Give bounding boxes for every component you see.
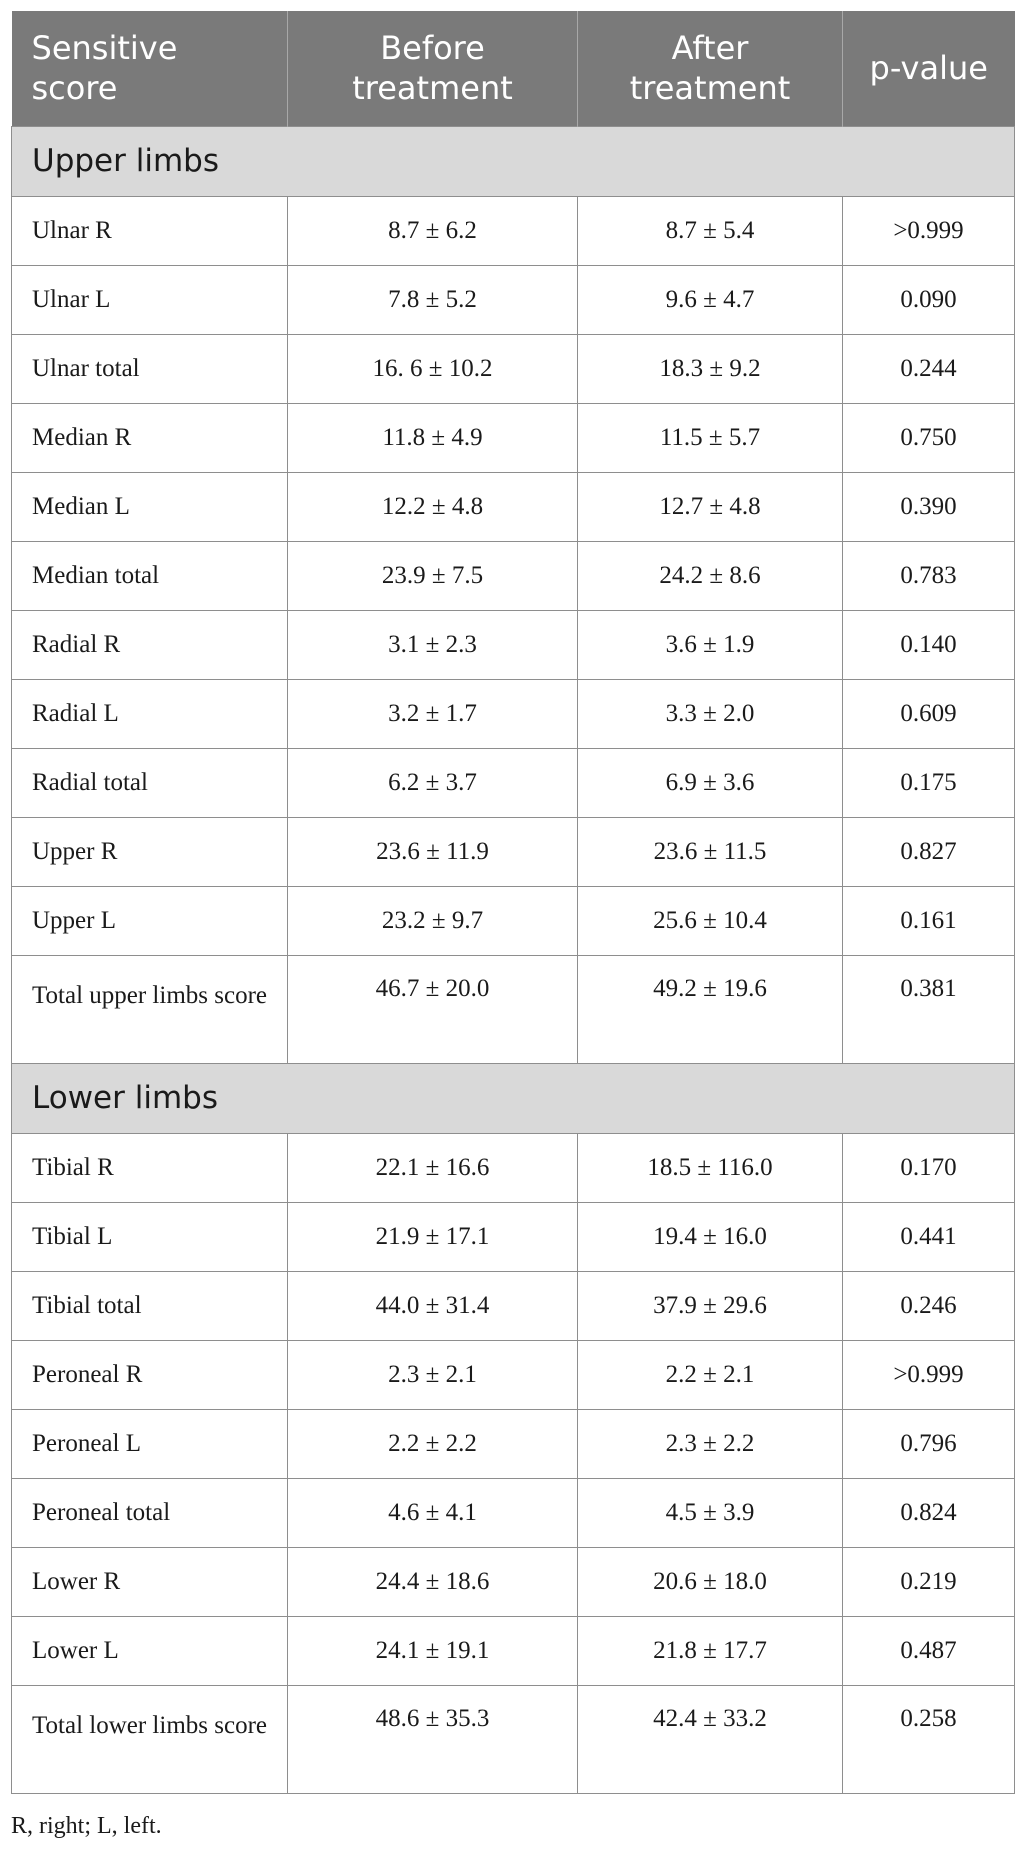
table-row [12, 1685, 1015, 1793]
before-value: 23.6 ± 11.9 [288, 817, 578, 886]
before-value: 24.4 ± 18.6 [288, 1547, 578, 1616]
after-value: 18.3 ± 9.2 [578, 334, 843, 403]
p-value: 0.441 [843, 1202, 1015, 1271]
row-label: Ulnar total [12, 334, 288, 403]
after-value: 37.9 ± 29.6 [578, 1271, 843, 1340]
p-value: 0.609 [843, 679, 1015, 748]
row-label: Lower L [12, 1616, 288, 1685]
p-value: 0.783 [843, 541, 1015, 610]
table-header [12, 11, 1015, 126]
after-value: 9.6 ± 4.7 [578, 265, 843, 334]
before-value: 24.1 ± 19.1 [288, 1616, 578, 1685]
table-row [12, 1547, 1015, 1616]
after-value: 24.2 ± 8.6 [578, 541, 843, 610]
before-value: 8.7 ± 6.2 [288, 196, 578, 265]
after-value: 6.9 ± 3.6 [578, 748, 843, 817]
p-value: 0.824 [843, 1478, 1015, 1547]
before-value: 6.2 ± 3.7 [288, 748, 578, 817]
table-row [12, 817, 1015, 886]
row-label: Tibial L [12, 1202, 288, 1271]
p-value: >0.999 [843, 196, 1015, 265]
before-value: 22.1 ± 16.6 [288, 1133, 578, 1202]
table-row [12, 886, 1015, 955]
header-before-treatment: Before treatment [288, 11, 578, 126]
table-row [12, 196, 1015, 265]
after-value: 23.6 ± 11.5 [578, 817, 843, 886]
table-row [12, 403, 1015, 472]
p-value: 0.827 [843, 817, 1015, 886]
after-value: 42.4 ± 33.2 [578, 1685, 843, 1793]
p-value: 0.161 [843, 886, 1015, 955]
row-label: Peroneal L [12, 1409, 288, 1478]
before-value: 44.0 ± 31.4 [288, 1271, 578, 1340]
row-label: Median total [12, 541, 288, 610]
p-value: 0.390 [843, 472, 1015, 541]
row-label: Upper R [12, 817, 288, 886]
after-value: 49.2 ± 19.6 [578, 955, 843, 1063]
before-value: 3.1 ± 2.3 [288, 610, 578, 679]
before-value: 12.2 ± 4.8 [288, 472, 578, 541]
table-row [12, 955, 1015, 1063]
before-value: 3.2 ± 1.7 [288, 679, 578, 748]
after-value: 11.5 ± 5.7 [578, 403, 843, 472]
table-body [12, 126, 1015, 1793]
p-value: 0.244 [843, 334, 1015, 403]
table-row [12, 472, 1015, 541]
p-value: 0.175 [843, 748, 1015, 817]
after-value: 25.6 ± 10.4 [578, 886, 843, 955]
row-label: Upper L [12, 886, 288, 955]
p-value: 0.487 [843, 1616, 1015, 1685]
table-row [12, 265, 1015, 334]
p-value: 0.090 [843, 265, 1015, 334]
table-row [12, 1409, 1015, 1478]
table-row [12, 1271, 1015, 1340]
before-value: 11.8 ± 4.9 [288, 403, 578, 472]
header-p-value: p-value [843, 11, 1015, 126]
results-table-container [11, 11, 1014, 1794]
p-value: 0.246 [843, 1271, 1015, 1340]
before-value: 23.2 ± 9.7 [288, 886, 578, 955]
p-value: 0.140 [843, 610, 1015, 679]
table-row [12, 610, 1015, 679]
after-value: 3.3 ± 2.0 [578, 679, 843, 748]
row-label: Total upper limbs score [12, 955, 288, 1063]
after-value: 19.4 ± 16.0 [578, 1202, 843, 1271]
p-value: 0.381 [843, 955, 1015, 1063]
row-label: Radial total [12, 748, 288, 817]
table-footnote: R, right; L, left. [11, 1813, 162, 1839]
row-label: Median L [12, 472, 288, 541]
before-value: 2.2 ± 2.2 [288, 1409, 578, 1478]
table-row [12, 1340, 1015, 1409]
row-label: Ulnar L [12, 265, 288, 334]
section-title: Upper limbs [12, 126, 1015, 196]
before-value: 23.9 ± 7.5 [288, 541, 578, 610]
row-label: Radial L [12, 679, 288, 748]
table-row [12, 1133, 1015, 1202]
p-value: 0.750 [843, 403, 1015, 472]
p-value: 0.258 [843, 1685, 1015, 1793]
after-value: 12.7 ± 4.8 [578, 472, 843, 541]
row-label: Tibial R [12, 1133, 288, 1202]
row-label: Ulnar R [12, 196, 288, 265]
after-value: 4.5 ± 3.9 [578, 1478, 843, 1547]
p-value: 0.219 [843, 1547, 1015, 1616]
after-value: 21.8 ± 17.7 [578, 1616, 843, 1685]
header-after-treatment: After treatment [578, 11, 843, 126]
table-row [12, 334, 1015, 403]
row-label: Radial R [12, 610, 288, 679]
section-header-row [12, 126, 1015, 196]
table-row [12, 1202, 1015, 1271]
after-value: 3.6 ± 1.9 [578, 610, 843, 679]
before-value: 4.6 ± 4.1 [288, 1478, 578, 1547]
before-value: 48.6 ± 35.3 [288, 1685, 578, 1793]
sensitive-score-table [11, 11, 1015, 1794]
after-value: 8.7 ± 5.4 [578, 196, 843, 265]
after-value: 2.2 ± 2.1 [578, 1340, 843, 1409]
p-value: >0.999 [843, 1340, 1015, 1409]
table-row [12, 1478, 1015, 1547]
table-row [12, 679, 1015, 748]
after-value: 20.6 ± 18.0 [578, 1547, 843, 1616]
after-value: 2.3 ± 2.2 [578, 1409, 843, 1478]
row-label: Peroneal total [12, 1478, 288, 1547]
row-label: Median R [12, 403, 288, 472]
before-value: 21.9 ± 17.1 [288, 1202, 578, 1271]
row-label: Total lower limbs score [12, 1685, 288, 1793]
header-sensitive-score: Sensitive score [12, 11, 288, 126]
section-title: Lower limbs [12, 1063, 1015, 1133]
table-row [12, 1616, 1015, 1685]
before-value: 2.3 ± 2.1 [288, 1340, 578, 1409]
after-value: 18.5 ± 116.0 [578, 1133, 843, 1202]
table-row [12, 541, 1015, 610]
p-value: 0.170 [843, 1133, 1015, 1202]
row-label: Tibial total [12, 1271, 288, 1340]
section-header-row [12, 1063, 1015, 1133]
row-label: Lower R [12, 1547, 288, 1616]
before-value: 46.7 ± 20.0 [288, 955, 578, 1063]
before-value: 7.8 ± 5.2 [288, 265, 578, 334]
table-row [12, 748, 1015, 817]
p-value: 0.796 [843, 1409, 1015, 1478]
row-label: Peroneal R [12, 1340, 288, 1409]
before-value: 16. 6 ± 10.2 [288, 334, 578, 403]
